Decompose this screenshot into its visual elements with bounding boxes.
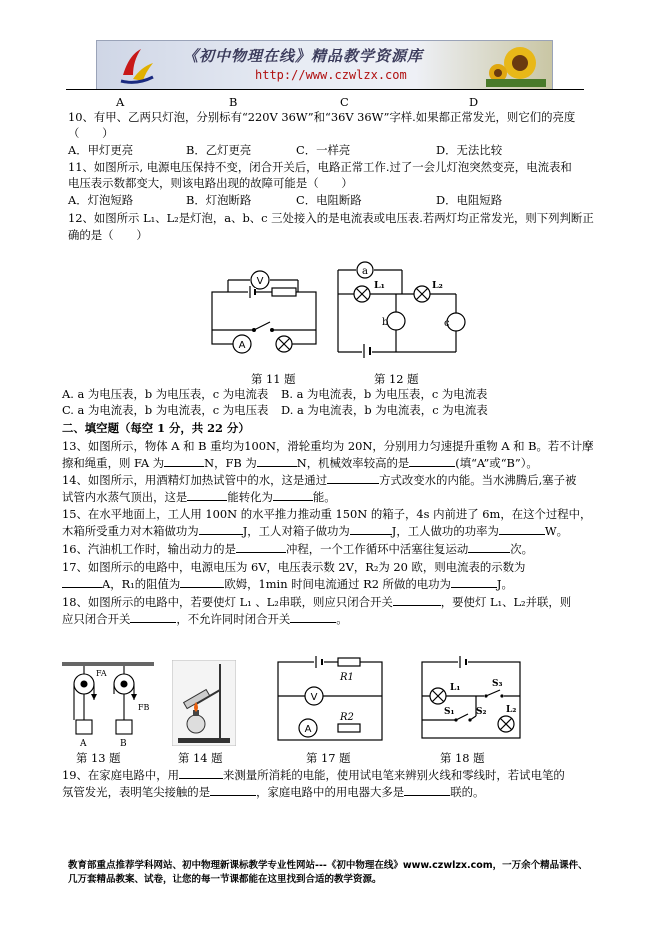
q11-stem-1: 11、如图所示, 电源电压保持不变，闭合开关后，电路正常工作.过了一会儿灯泡突然变亮，电流表和 <box>68 160 572 174</box>
q14-blank-energy-2[interactable] <box>273 489 313 501</box>
q10-option-c: C．一样亮 <box>296 143 351 157</box>
q18-blank-parallel[interactable] <box>130 611 176 623</box>
q12-option-c: C. a 为电流表，b 为电流表，c 为电压表 <box>62 403 269 417</box>
q16-line-1: 16、汽油机工作时，输出动力的是 冲程，一个工作循环中活塞往复运动 次。 <box>62 542 534 556</box>
fig13-fb-label: FB <box>138 703 150 712</box>
q11-option-d: D．电阻短路 <box>436 193 503 207</box>
q19-blank-connection[interactable] <box>404 784 450 796</box>
q17-line-2: A，R₁的阻值为 欧姆，1min 时间电流通过 R2 所做的电功为 J。 <box>62 576 513 592</box>
q14-line-2: 试管内水蒸气顶出，这是 能转化为 能。 <box>62 490 336 504</box>
q12-stem-1: 12、如图所示 L₁、L₂是灯泡，a、b、c 三处接入的是电流表或电压表.若两灯均正常发光，则下列判断正 <box>68 211 594 225</box>
header-title: 《初中物理在线》精品教学资源库 <box>183 47 424 65</box>
q14-blank-method[interactable] <box>327 472 379 484</box>
fig14-caption: 第 14 题 <box>178 751 223 765</box>
q11-stem-2: 电压表示数都变大，则该电路出现的故障可能是（ ） <box>68 176 353 190</box>
q10-paren: （ ） <box>68 126 114 140</box>
q19-blank-meter[interactable] <box>179 767 223 779</box>
site-logo-icon <box>119 45 155 85</box>
q19-line-2: 氖管发光，表明笔尖接触的是 ，家庭电路中的用电器大多是 联的。 <box>62 785 485 799</box>
fig17-ammeter-label: A <box>304 724 312 735</box>
fig12-caption: 第 12 题 <box>374 372 419 386</box>
q17-blank-current[interactable] <box>62 576 102 588</box>
fig13-b-label: B <box>120 739 127 748</box>
fig13-fa-label: FA <box>96 669 107 678</box>
q17-blank-work[interactable] <box>451 576 497 588</box>
fig13-a-label: A <box>80 739 87 748</box>
q16-blank-times[interactable] <box>468 541 510 553</box>
footer-line-1: 教育部重点推荐学科网站、初中物理新课标教学专业性网站---《初中物理在线》www.czwlzx.com，一万余个精品课件、 <box>68 860 588 871</box>
fig18-s1-label: S₁ <box>444 707 455 717</box>
fig12-meter-c-label: c <box>444 318 450 329</box>
q15-blank-gravity-work[interactable] <box>199 523 243 535</box>
q19-line-1: 19、在家庭电路中，用 来测量所消耗的电能，使用试电笔来辨别火线和零线时，若试电笔的 <box>62 768 565 782</box>
section-2-heading: 二、填空题（每空 1 分，共 22 分） <box>62 421 250 435</box>
q11-option-b: B．灯泡断路 <box>186 193 252 207</box>
q18-line-1: 18、如图所示的电路中，若要使灯 L₁ 、L₂串联，则应只闭合开关 ，要使灯 L₁、L₂并联，则 <box>62 595 572 609</box>
q11-option-c: C．电阻断路 <box>296 193 362 207</box>
q18-blank-forbidden[interactable] <box>290 611 336 623</box>
q18-blank-series[interactable] <box>393 594 441 606</box>
prev-option-b: B <box>229 95 238 109</box>
q12-option-b: B. a 为电流表，b 为电压表，c 为电流表 <box>281 387 488 401</box>
header-banner <box>96 40 553 90</box>
fig17-voltmeter-label: V <box>310 692 318 703</box>
fig18-l2-label: L₂ <box>506 705 517 715</box>
q10-option-b: B．乙灯更亮 <box>186 143 252 157</box>
q13-blank-fa[interactable] <box>164 455 204 467</box>
fig11-caption: 第 11 题 <box>251 372 296 386</box>
header-rule <box>66 89 584 90</box>
prev-option-c: C <box>340 95 349 109</box>
fig17-caption: 第 17 题 <box>306 751 351 765</box>
q15-line-1: 15、在水平地面上，工人用 100N 的水平推力推动重 150N 的箱子，4s 内前进了 6m，在这个过程中， <box>62 507 592 521</box>
q13-line-1: 13、如图所示，物体 A 和 B 重均为100N，滑轮重均为 20N，分别用力匀速提升重物 A 和 B。若不计摩 <box>62 439 594 453</box>
fig13-caption: 第 13 题 <box>76 751 121 765</box>
fig18-l1-label: L₁ <box>450 683 461 693</box>
q17-line-1: 17、如图所示的电路中，电源电压为 6V，电压表示数 2V，R₂为 20 欧，则电流表的示数为 <box>62 560 526 574</box>
figure-17-circuit <box>274 654 386 746</box>
figure-12-circuit <box>330 252 470 358</box>
figure-13-pulleys <box>62 660 154 748</box>
q13-blank-fb[interactable] <box>257 455 297 467</box>
q15-blank-power[interactable] <box>499 523 545 535</box>
fig12-meter-a-label: a <box>362 266 368 277</box>
fig11-ammeter-label: A <box>238 340 246 351</box>
footer-line-2: 几万套精品教案、试卷，让您的每一节课都能在这里找到合适的教学资源。 <box>68 874 382 885</box>
q17-blank-r1[interactable] <box>180 576 224 588</box>
q10-option-d: D．无法比较 <box>436 143 503 157</box>
figure-14-test-tube-image <box>172 660 236 746</box>
q13-blank-efficiency[interactable] <box>409 455 455 467</box>
q10-option-a: A．甲灯更亮 <box>68 143 134 157</box>
fig18-s2-label: S₂ <box>476 707 487 717</box>
fig12-l2-label: L₂ <box>432 280 443 291</box>
fig17-r1-label: R1 <box>340 672 354 683</box>
figure-18-circuit <box>414 654 526 746</box>
q18-line-2: 应只闭合开关 ，不允许同时闭合开关 。 <box>62 612 348 626</box>
q11-option-a: A．灯泡短路 <box>68 193 134 207</box>
fig12-meter-b-label: b <box>382 317 389 328</box>
q12-stem-2: 确的是（ ） <box>68 228 148 242</box>
fig18-s3-label: S₃ <box>492 679 503 689</box>
q14-line-1: 14、如图所示，用酒精灯加热试管中的水，这是通过 方式改变水的内能。当水沸腾后,塞子被 <box>62 473 577 487</box>
q16-blank-stroke[interactable] <box>236 541 286 553</box>
page-footer <box>68 859 588 887</box>
q10-stem: 10、有甲、乙两只灯泡，分别标有“220V 36W”和“36V 36W”字样.如果都正常发光，则它们的亮度 <box>68 110 576 124</box>
q15-line-2: 木箱所受重力对木箱做功为 J，工人对箱子做功为 J，工人做功的功率为 W。 <box>62 524 568 538</box>
q13-line-2: 擦和绳重，则 FA 为 N，FB 为 N，机械效率较高的是 (填“A”或“B”）。 <box>62 456 538 470</box>
fig11-voltmeter-label: V <box>256 276 264 287</box>
fig17-r2-label: R2 <box>340 712 354 723</box>
fig18-caption: 第 18 题 <box>440 751 485 765</box>
fig12-l1-label: L₁ <box>374 280 385 291</box>
sunflower-icon <box>486 43 546 87</box>
q15-blank-worker-work[interactable] <box>350 523 392 535</box>
prev-option-a: A <box>116 95 125 109</box>
q12-option-a: A. a 为电压表，b 为电压表，c 为电流表 <box>62 387 269 401</box>
q19-blank-wire[interactable] <box>210 784 256 796</box>
prev-option-d: D <box>469 95 479 109</box>
header-url[interactable]: http://www.czwlzx.com <box>255 68 407 82</box>
figure-11-circuit <box>208 268 320 358</box>
q12-option-d: D. a 为电流表，b 为电流表，c 为电流表 <box>281 403 488 417</box>
q14-blank-energy-1[interactable] <box>187 489 227 501</box>
